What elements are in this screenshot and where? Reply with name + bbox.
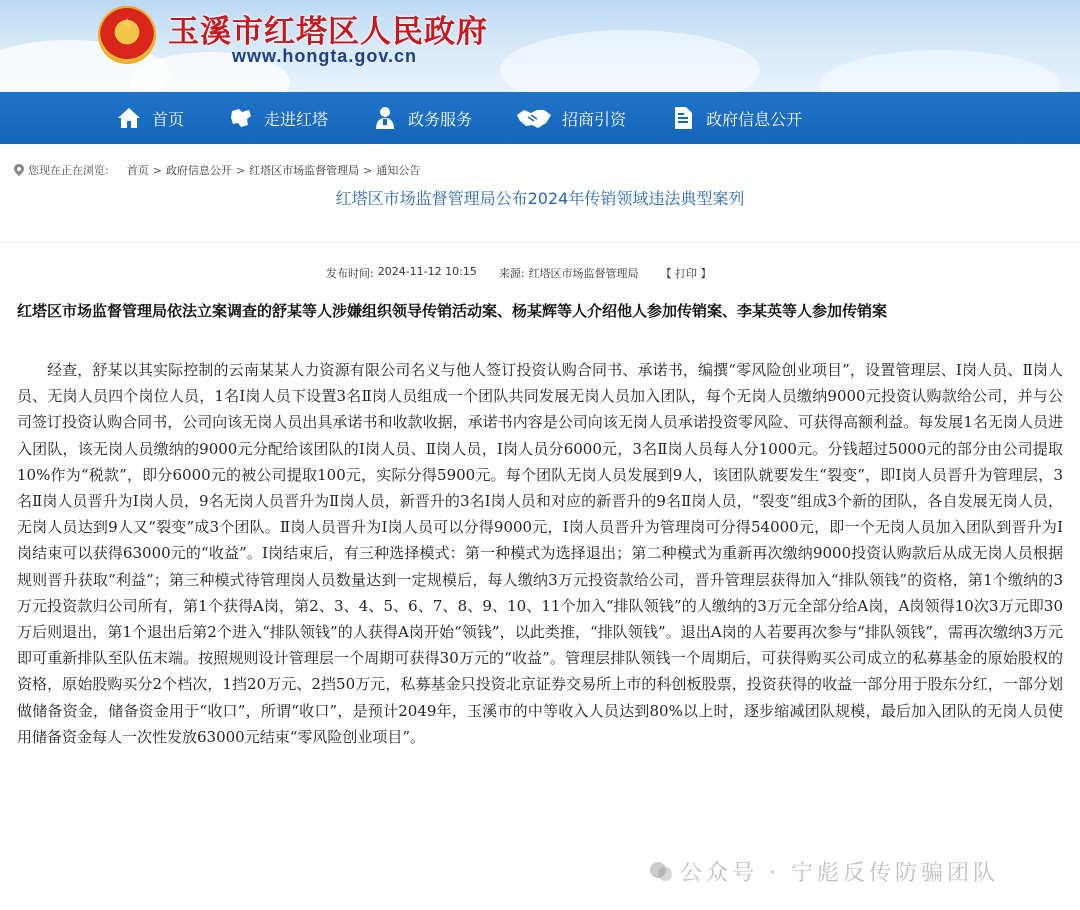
publish-label: 发布时间: xyxy=(326,267,374,280)
nav-item-label: 政务服务 xyxy=(408,109,473,129)
user-icon xyxy=(372,105,398,131)
watermark-text: 公众号 · 宁彪反传防骗团队 xyxy=(680,861,999,886)
site-url: www.hongta.gov.cn xyxy=(232,46,417,66)
cloud-decoration xyxy=(500,30,760,92)
article-meta xyxy=(326,265,712,281)
site-title: 玉溪市红塔区人民政府 xyxy=(168,14,488,50)
document-icon xyxy=(670,105,696,131)
breadcrumb-separator: > xyxy=(363,163,373,177)
breadcrumb-link-home[interactable]: 首页 xyxy=(126,164,149,177)
breadcrumb xyxy=(14,162,420,178)
watermark xyxy=(648,856,999,887)
divider xyxy=(0,242,1080,243)
nav-item-label: 走进红塔 xyxy=(264,109,329,129)
handshake-icon xyxy=(516,105,552,131)
national-emblem-icon: ★ xyxy=(98,6,156,64)
source-label: 来源: xyxy=(498,267,525,280)
nav-item-home[interactable] xyxy=(116,105,184,131)
nav-item-investment[interactable] xyxy=(516,105,626,131)
page-title: 红塔区市场监督管理局公布2024年传销领域违法典型案列 xyxy=(335,189,745,208)
publish-time: 2024-11-12 10:15 xyxy=(377,265,477,278)
nav-item-about[interactable] xyxy=(228,105,328,131)
nav-item-services[interactable] xyxy=(372,105,472,131)
main-nav xyxy=(0,92,1080,144)
wechat-icon xyxy=(648,859,674,885)
home-icon xyxy=(116,105,142,131)
print-button[interactable]: 【 打印 】 xyxy=(660,267,712,280)
breadcrumb-link-disclosure[interactable]: 政府信息公开 xyxy=(165,164,232,177)
nav-item-label: 招商引资 xyxy=(562,109,627,129)
cloud-decoration xyxy=(820,50,1060,92)
breadcrumb-lead: 您现在正在浏览: xyxy=(28,164,109,177)
map-icon xyxy=(228,105,254,131)
article-body: 经查，舒某以其实际控制的云南某某人力资源有限公司名义与他人签订投资认购合同书、承诺书，编撰“零风险创业项目”，设置管理层、Ⅰ岗人员、Ⅱ岗人员、无岗人员四个岗位人员，1名Ⅰ岗人员下设置3名Ⅱ岗人员组成一个团队共同发展无岗人员加入团队，每个无岗人员缴纳9000元投资认购款给公司，并与公司签订投资认购合同书，公司向该无岗人员出具承诺书和收款收据，承诺书内容是公司向该无岗人员承诺投资零风险、可获得高额利益。每发展1名无岗人员进入团队，该无岗人员缴纳的9000元分配给该团队的Ⅰ岗人员、Ⅱ岗人员，Ⅰ岗人员分6000元，3名Ⅱ岗人员每人分1000元。分钱超过5000元的部分由公司提取10%作为“税款”，即分6000元的被公司提取100元，实际分得5900元。每个团队无岗人员发展到9人，该团队就要发生“裂变”，即Ⅰ岗人员晋升为管理层，3名Ⅱ岗人员晋升为Ⅰ岗人员，9名无岗人员晋升为Ⅱ岗人员，新晋升的3名Ⅰ岗人员和对应的新晋升的9名Ⅱ岗人员，“裂变”组成3个新的团队，各自发展无岗人员，无岗人员达到9人又“裂变”成3个团队。Ⅱ岗人员晋升为Ⅰ岗人员可以分得9000元，Ⅰ岗人员晋升为管理岗可分得54000元，即一个无岗人员加入团队到晋升为Ⅰ岗结束可以获得63000元的“收益”。Ⅰ岗结束后，有三种选择模式：第一种模式为选择退出；第二种模式为重新再次缴纳9000投资认购款后从成无岗人员根据规则晋升获取“利益”；第三种模式待管理岗人员数量达到一定规模后，每人缴纳3万元投资款给公司，晋升管理层获得加入“排队领钱”的资格，第1个缴纳的3万元投资款归公司所有，第1个获得A岗，第2、3、4、5、6、7、8、9、10、11个加入“排队领钱”的人缴纳的3万元全部分给A岗，A岗领得10次3万元即30万后则退出，第1个退出后第2个进入“排队领钱”的人获得A岗开始“领钱”，以此类推，“排队领钱”。退出A岗的人若要再次参与“排队领钱”，需再次缴纳3万元即可重新排队至队伍末端。按照规则设计管理层一个周期可获得30万元的“收益”。管理层排队领钱一个周期后，可获得购买公司成立的私募基金的原始股权的资格，原始股购买分2个档次，1挡20万元、2挡50万元，私募基金只投资北京证券交易所上市的科创板股票，投资获得的收益一部分用于股东分红，一部分划做储备资金，储备资金用于“收口”，所谓“收口”，是预计2049年，玉溪市的中等收入人员达到80%以上时，逐步缩减团队规模，最后加入团队的无岗人员使用储备资金每人一次性发放63000元结束“零风险创业项目”。 xyxy=(17,361,1063,746)
article-headline: 红塔区市场监督管理局依法立案调查的舒某等人涉嫌组织领导传销活动案、杨某辉等人介绍他人参加传销案、李某英等人参加传销案 xyxy=(17,302,888,320)
nav-item-label: 首页 xyxy=(152,109,185,129)
nav-item-label: 政府信息公开 xyxy=(706,109,803,129)
location-pin-icon xyxy=(14,164,24,176)
breadcrumb-separator: > xyxy=(152,163,162,177)
breadcrumb-link-bureau[interactable]: 红塔区市场监督管理局 xyxy=(249,164,360,177)
nav-item-disclosure[interactable] xyxy=(670,105,802,131)
source-value: 红塔区市场监督管理局 xyxy=(528,267,639,280)
site-banner xyxy=(0,0,1080,92)
breadcrumb-separator: > xyxy=(235,163,246,177)
breadcrumb-link-notices[interactable]: 通知公告 xyxy=(376,164,421,177)
